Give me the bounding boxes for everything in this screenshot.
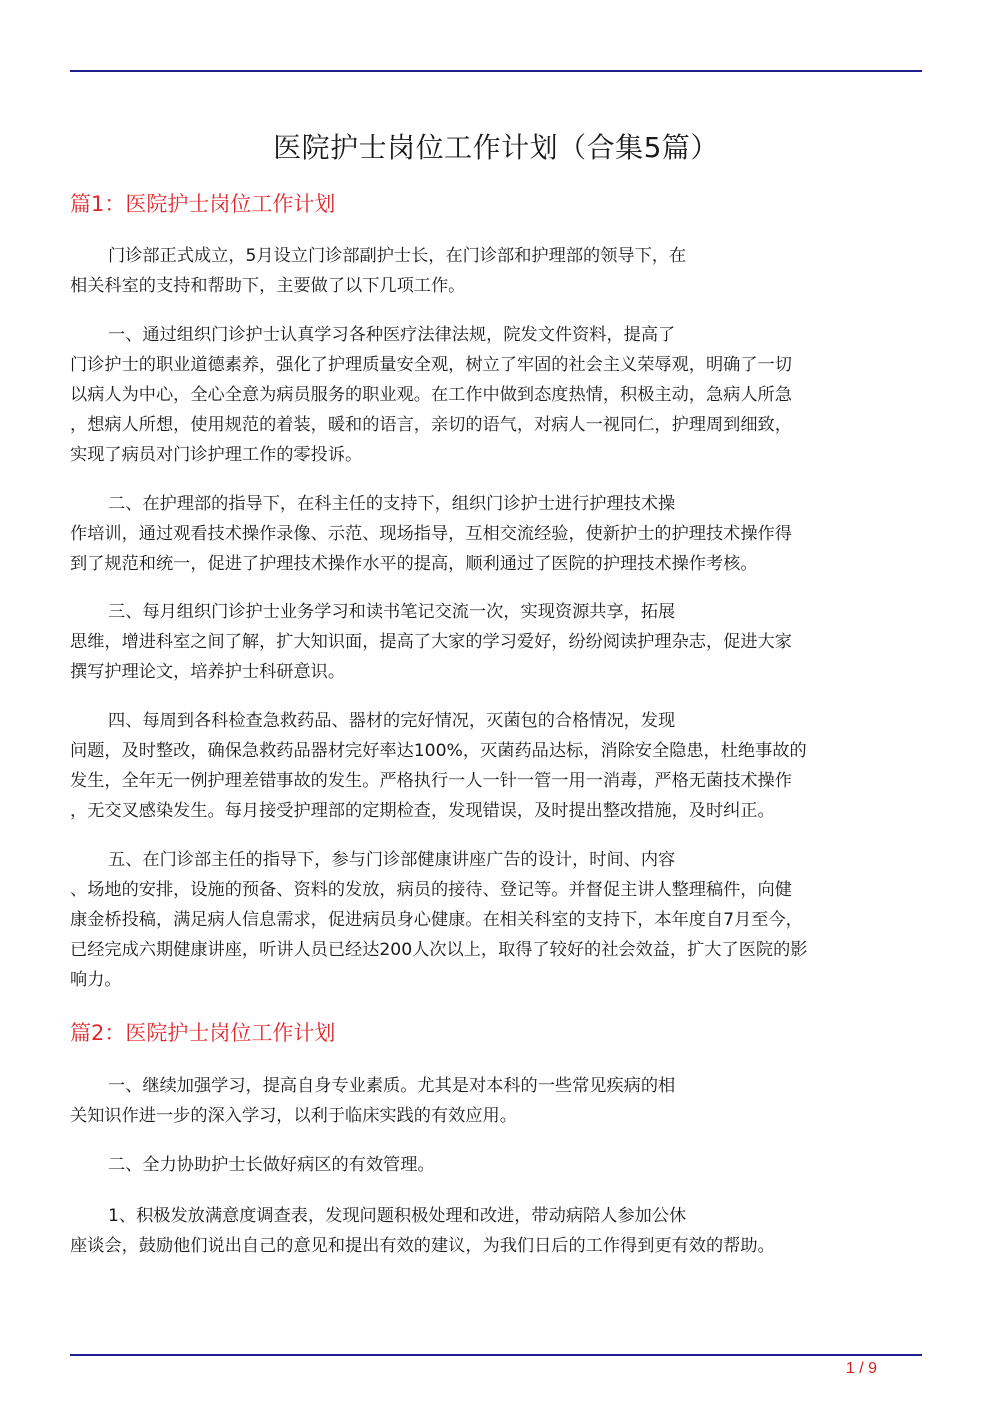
paragraph-line: 三、每月组织门诊护士业务学习和读书笔记交流一次，实现资源共享，拓展	[108, 602, 676, 622]
paragraph	[70, 597, 922, 687]
paragraph-line: 响力。	[70, 970, 122, 990]
paragraph-line: 已经完成六期健康讲座，听讲人员已经达200人次以上，取得了较好的社会效益，扩大了医院的影	[70, 940, 808, 960]
paragraph-line: 以病人为中心，全心全意为病员服务的职业观。在工作中做到态度热情，积极主动，急病人所急	[70, 385, 792, 405]
page-number: 1 / 9	[845, 1360, 877, 1377]
paragraph-line: 发生，全年无一例护理差错事故的发生。严格执行一人一针一管一用一消毒，严格无菌技术操作	[70, 771, 792, 791]
section-heading: 篇1：医院护士岗位工作计划	[70, 192, 336, 216]
paragraph-line: 一、通过组织门诊护士认真学习各种医疗法律法规，院发文件资料，提高了	[108, 325, 676, 345]
paragraph-line: 二、在护理部的指导下，在科主任的支持下，组织门诊护士进行护理技术操	[108, 494, 676, 514]
paragraph-line: 撰写护理论文，培养护士科研意识。	[70, 662, 346, 682]
paragraph	[70, 1071, 922, 1131]
paragraph	[70, 1150, 922, 1180]
paragraph-line: 关知识作进一步的深入学习，以利于临床实践的有效应用。	[70, 1106, 517, 1126]
section-heading: 篇2：医院护士岗位工作计划	[70, 1021, 336, 1045]
paragraph-line: 门诊部正式成立，5月设立门诊部副护士长，在门诊部和护理部的领导下，在	[108, 246, 687, 266]
paragraph-line: 、场地的安排，设施的预备、资料的发放，病员的接待、登记等。并督促主讲人整理稿件，向健	[70, 880, 792, 900]
paragraph	[70, 845, 922, 995]
paragraph-line: ，想病人所想，使用规范的着装，暖和的语言，亲切的语气，对病人一视同仁，护理周到细致，	[70, 415, 792, 435]
paragraph	[70, 1201, 922, 1261]
paragraph-line: 一、继续加强学习，提高自身专业素质。尤其是对本科的一些常见疾病的相	[108, 1076, 676, 1096]
paragraph-line: 二、全力协助护士长做好病区的有效管理。	[108, 1155, 435, 1175]
paragraph	[70, 489, 922, 579]
paragraph-line: ，无交叉感染发生。每月接受护理部的定期检查，发现错误，及时提出整改措施，及时纠正。	[70, 801, 775, 821]
paragraph-line: 作培训，通过观看技术操作录像、示范、现场指导，互相交流经验，使新护士的护理技术操作得	[70, 524, 792, 544]
footer-rule	[70, 1354, 922, 1356]
paragraph-line: 问题，及时整改，确保急救药品器材完好率达100%，灭菌药品达标，消除安全隐患，杜绝事故的	[70, 741, 807, 761]
paragraph-line: 到了规范和统一，促进了护理技术操作水平的提高，顺利通过了医院的护理技术操作考核。	[70, 554, 758, 574]
document-title: 医院护士岗位工作计划（合集5篇）	[273, 131, 719, 164]
paragraph-line: 门诊护士的职业道德素养，强化了护理质量安全观，树立了牢固的社会主义荣辱观，明确了一切	[70, 355, 792, 375]
paragraph-line: 思维，增进科室之间了解，扩大知识面，提高了大家的学习爱好，纷纷阅读护理杂志，促进大家	[70, 632, 792, 652]
paragraph	[70, 320, 922, 470]
paragraph-line: 四、每周到各科检查急救药品、器材的完好情况，灭菌包的合格情况，发现	[108, 711, 676, 731]
paragraph	[70, 241, 922, 301]
paragraph	[70, 706, 922, 826]
paragraph-line: 1、积极发放满意度调查表，发现问题积极处理和改进，带动病陪人参加公休	[108, 1206, 687, 1226]
paragraph-line: 座谈会，鼓励他们说出自己的意见和提出有效的建议，为我们日后的工作得到更有效的帮助。	[70, 1236, 775, 1256]
paragraph-line: 五、在门诊部主任的指导下，参与门诊部健康讲座广告的设计，时间、内容	[108, 850, 676, 870]
paragraph-line: 康金桥投稿，满足病人信息需求，促进病员身心健康。在相关科室的支持下，本年度自7月至今，	[70, 910, 803, 930]
paragraph-line: 相关科室的支持和帮助下，主要做了以下几项工作。	[70, 276, 466, 296]
paragraph-line: 实现了病员对门诊护理工作的零投诉。	[70, 445, 363, 465]
header-rule	[70, 70, 922, 72]
